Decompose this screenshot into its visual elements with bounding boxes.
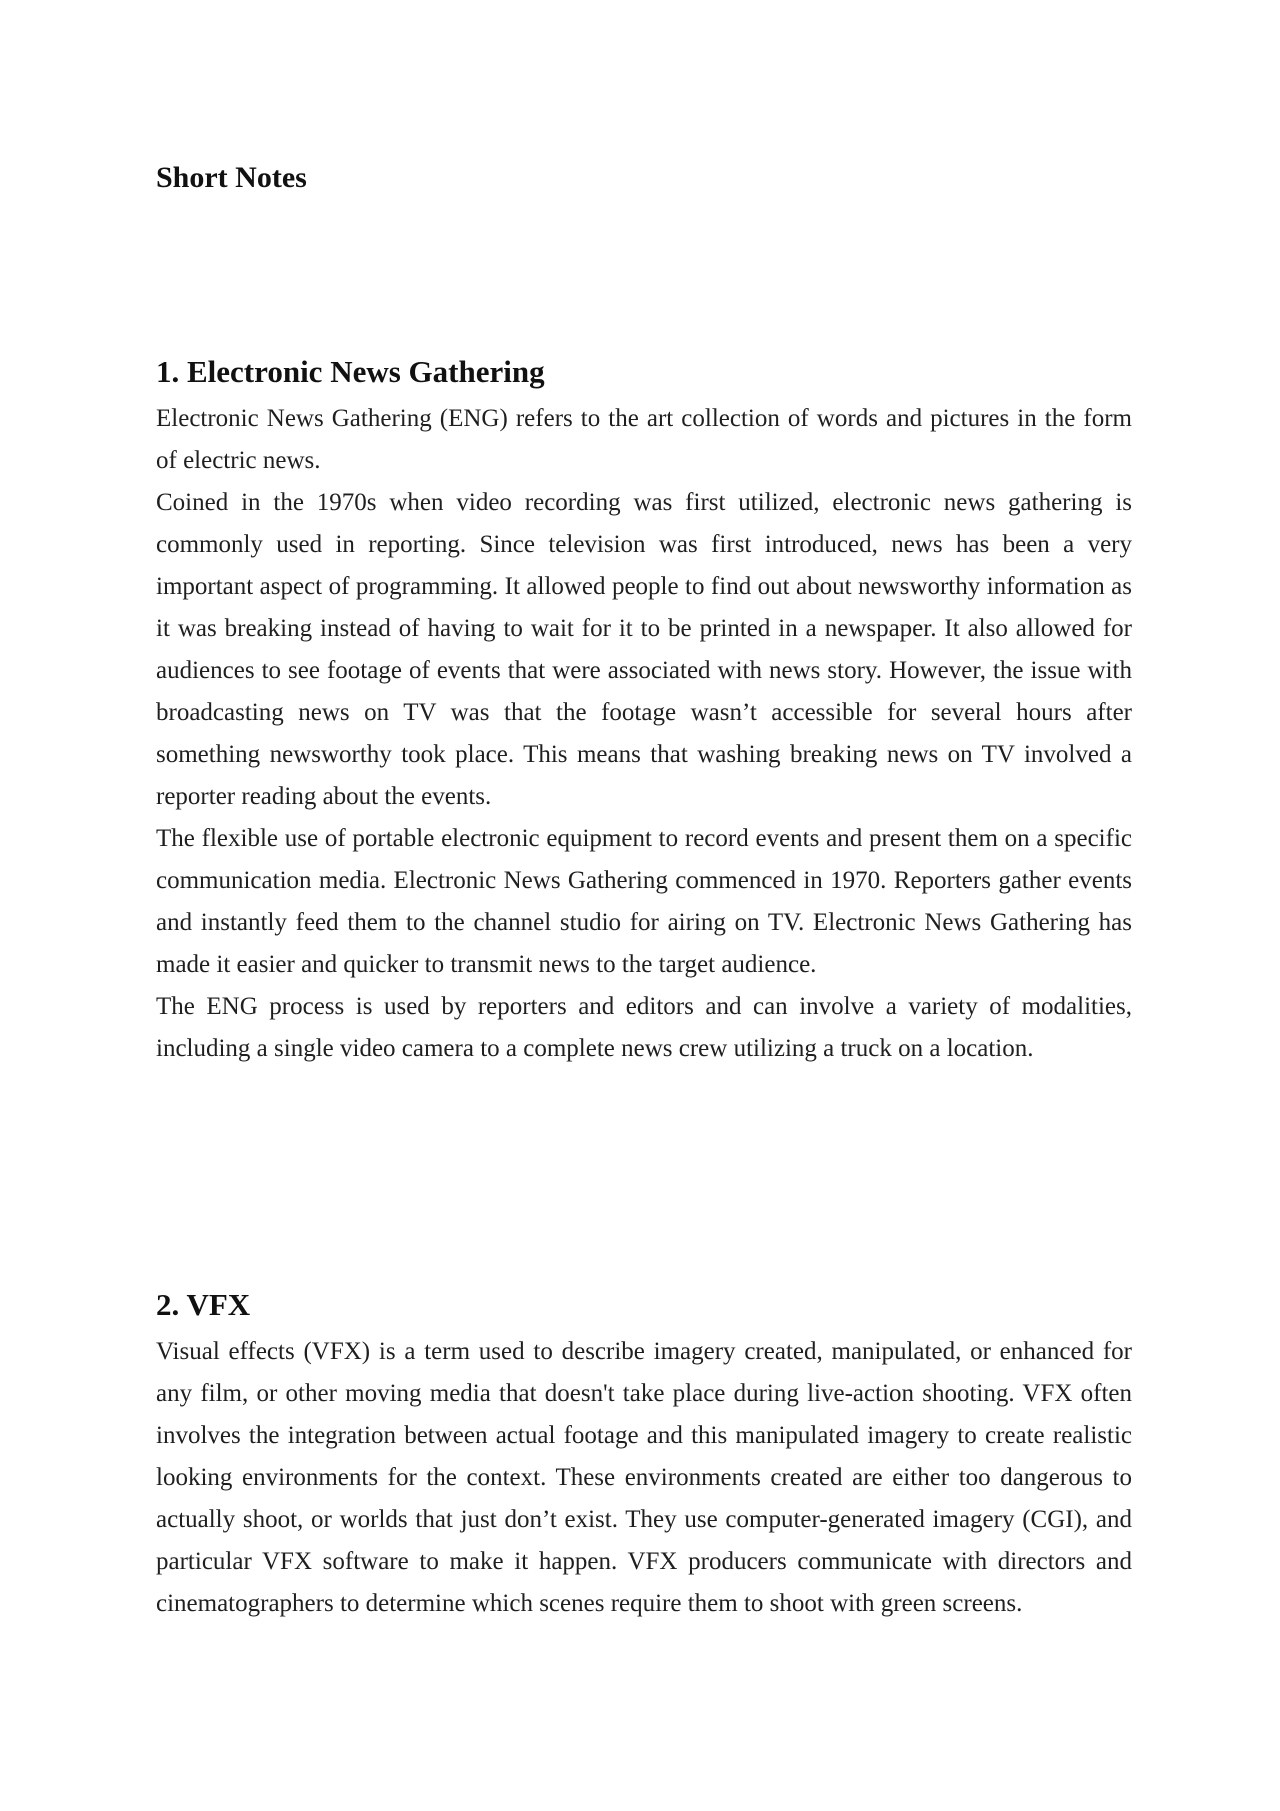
paragraph: Electronic News Gathering (ENG) refers to the art collection of words and pictures in the form of electric news.: [156, 405, 1132, 474]
paragraph: Coined in the 1970s when video recording was first utilized, electronic news gathering is commonly used in reporting. Since television was first introduced, news has been a very important aspect of programming. It allowed people to find out about newsworthy information as it was breaking instead of having to wait for it to be printed in a newspaper. It also allowed for audiences to see footage of events that were associated with news story. However, the issue with broadcasting news on TV was that the footage wasn’t accessible for several hours after something newsworthy took place. This means that washing breaking news on TV involved a reporter reading about the events.: [156, 489, 1132, 810]
section-heading: 2. VFX: [156, 1287, 251, 1322]
paragraph: Visual effects (VFX) is a term used to describe imagery created, manipulated, or enhanced for any film, or other moving media that doesn't take place during live-action shooting. VFX often involves the integration between actual footage and this manipulated imagery to create realistic looking environments for the context. These environments created are either too dangerous to actually shoot, or worlds that just don’t exist. They use computer-generated imagery (CGI), and particular VFX software to make it happen. VFX producers communicate with directors and cinematographers to determine which scenes require them to shoot with green screens.: [156, 1338, 1132, 1617]
paragraph: The flexible use of portable electronic equipment to record events and present them on a specific communication media. Electronic News Gathering commenced in 1970. Reporters gather events and instantly feed them to the channel studio for airing on TV. Electronic News Gathering has made it easier and quicker to transmit news to the target audience.: [156, 825, 1132, 978]
paragraph: The ENG process is used by reporters and editors and can involve a variety of modalities, including a single video camera to a complete news crew utilizing a truck on a location.: [156, 993, 1132, 1062]
page-title: Short Notes: [156, 161, 307, 194]
section-electronic-news-gathering: [156, 352, 1132, 1070]
section-heading: 1. Electronic News Gathering: [156, 354, 545, 389]
section-vfx: [156, 1285, 1132, 1625]
